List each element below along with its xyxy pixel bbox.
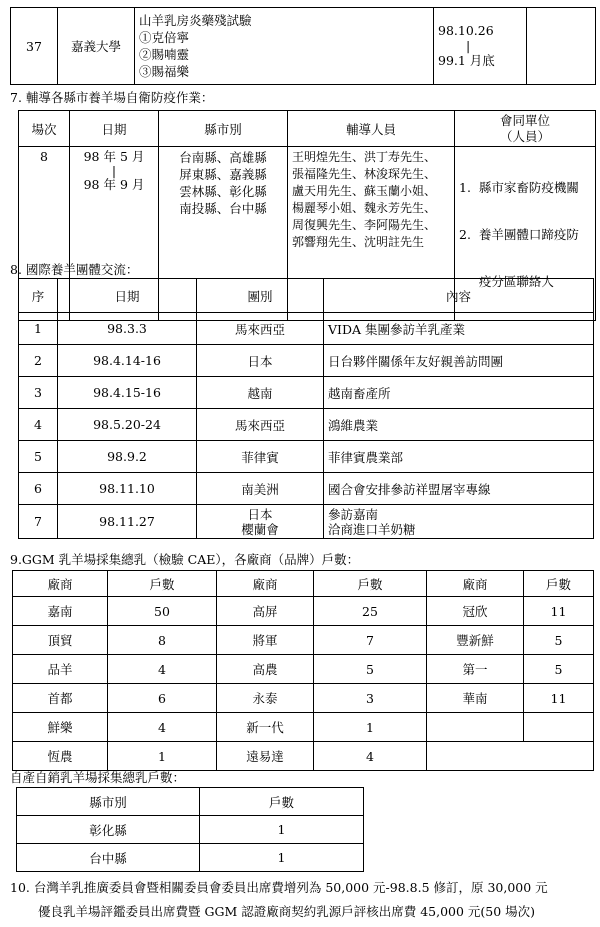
vendor-name: 永泰 bbox=[217, 684, 314, 713]
exchange-group: 南美洲 bbox=[197, 473, 324, 505]
vendor-name bbox=[427, 713, 524, 742]
exchange-no: 1 bbox=[19, 313, 58, 345]
header-unit-line2: （人員） bbox=[499, 128, 550, 144]
date-end: 98 年 9 月 bbox=[83, 177, 145, 192]
vendor-name: 首都 bbox=[13, 684, 108, 713]
exchange-date: 98.5.20-24 bbox=[58, 409, 197, 441]
exchange-no: 2 bbox=[19, 345, 58, 377]
staff-line: 郭響翔先生、沈明註先生 bbox=[292, 235, 425, 249]
header-count: 戶數 bbox=[108, 571, 217, 597]
table-row bbox=[13, 742, 594, 771]
trial-period bbox=[434, 8, 527, 85]
section-8-table bbox=[18, 278, 594, 539]
county-line: 屏東縣、嘉義縣 bbox=[179, 167, 267, 182]
content-line: ①克倍寧 bbox=[139, 30, 190, 45]
vendor-name: 高屏 bbox=[217, 597, 314, 626]
table-header-row bbox=[19, 111, 596, 147]
organization: 嘉義大學 bbox=[58, 8, 135, 85]
table-row bbox=[19, 377, 594, 409]
vendor-count: 11 bbox=[524, 684, 594, 713]
farm-count: 1 bbox=[200, 844, 364, 872]
vendor-name: 冠欣 bbox=[427, 597, 524, 626]
county-line: 南投縣、台中縣 bbox=[179, 201, 267, 216]
top-continuation-table bbox=[10, 7, 596, 85]
header-count: 戶數 bbox=[200, 788, 364, 816]
table-row bbox=[13, 597, 594, 626]
exchange-no: 5 bbox=[19, 441, 58, 473]
exchange-content: VIDA 集團參訪羊乳產業 bbox=[324, 313, 594, 345]
table-row bbox=[13, 713, 594, 742]
header-count: 戶數 bbox=[524, 571, 594, 597]
content-line: 參訪嘉南 bbox=[328, 506, 379, 522]
vendor-count: 6 bbox=[108, 684, 217, 713]
exchange-content: 日台夥伴關係年友好親善訪問團 bbox=[324, 345, 594, 377]
vendor-count bbox=[524, 713, 594, 742]
vendor-name: 新一代 bbox=[217, 713, 314, 742]
staff-line: 王明煌先生、洪丁寿先生、 bbox=[292, 150, 437, 164]
vendor-name: 遠易達 bbox=[217, 742, 314, 771]
vendor-name: 鮮樂 bbox=[13, 713, 108, 742]
group-line: 櫻蘭會 bbox=[241, 521, 279, 537]
self-production-title: 自產自銷乳羊場採集總乳戶數： bbox=[10, 770, 186, 785]
table-row bbox=[19, 441, 594, 473]
table-row bbox=[13, 684, 594, 713]
header-staff: 輔導人員 bbox=[288, 111, 455, 147]
county-name: 台中縣 bbox=[17, 844, 200, 872]
section-8-title: 8. 國際養羊團體交流： bbox=[10, 262, 139, 277]
table-header-row bbox=[13, 571, 594, 597]
vendor-count: 3 bbox=[314, 684, 427, 713]
exchange-no: 3 bbox=[19, 377, 58, 409]
exchange-group: 日本 bbox=[197, 345, 324, 377]
exchange-no: 6 bbox=[19, 473, 58, 505]
table-row bbox=[19, 473, 594, 505]
table-header-row bbox=[17, 788, 364, 816]
date-start: 98.10.26 bbox=[438, 23, 494, 38]
vendor-count: 8 bbox=[108, 626, 217, 655]
date-end: 99.1 月底 bbox=[438, 53, 495, 68]
header-vendor: 廠商 bbox=[217, 571, 314, 597]
staff-line: 周復興先生、李阿陽先生、 bbox=[292, 218, 437, 232]
vendor-name: 華南 bbox=[427, 684, 524, 713]
vendor-count: 50 bbox=[108, 597, 217, 626]
header-count: 戶數 bbox=[314, 571, 427, 597]
vendor-name: 高農 bbox=[217, 655, 314, 684]
header-vendor: 廠商 bbox=[427, 571, 524, 597]
section-7-title: 7. 輔導各縣市養羊場自衛防疫作業： bbox=[10, 90, 214, 105]
table-row bbox=[19, 505, 594, 539]
vendor-count: 1 bbox=[314, 713, 427, 742]
table-row bbox=[13, 626, 594, 655]
vendor-count: 5 bbox=[524, 655, 594, 684]
date-start: 98 年 5 月 bbox=[83, 149, 145, 164]
vendor-count bbox=[524, 742, 594, 771]
date-separator: | bbox=[466, 38, 471, 53]
vendor-name: 將軍 bbox=[217, 626, 314, 655]
exchange-group: 馬來西亞 bbox=[197, 409, 324, 441]
vendor-name bbox=[427, 742, 524, 771]
exchange-date: 98.4.14-16 bbox=[58, 345, 197, 377]
vendor-count: 11 bbox=[524, 597, 594, 626]
table-row bbox=[17, 816, 364, 844]
header-no: 序 bbox=[19, 279, 58, 313]
vendor-name: 第一 bbox=[427, 655, 524, 684]
exchange-no: 7 bbox=[19, 505, 58, 539]
content-line: ③賜福樂 bbox=[139, 64, 190, 79]
exchange-group bbox=[197, 505, 324, 539]
group-line: 日本 bbox=[247, 506, 273, 522]
exchange-date: 98.11.10 bbox=[58, 473, 197, 505]
vendor-name: 恆農 bbox=[13, 742, 108, 771]
unit-line: 疫分區聯絡人 bbox=[459, 274, 554, 289]
farm-count: 1 bbox=[200, 816, 364, 844]
exchange-group: 菲律賓 bbox=[197, 441, 324, 473]
table-row bbox=[17, 844, 364, 872]
county-name: 彰化縣 bbox=[17, 816, 200, 844]
exchange-content bbox=[324, 505, 594, 539]
vendor-count: 5 bbox=[524, 626, 594, 655]
vendor-count: 4 bbox=[314, 742, 427, 771]
vendor-count: 5 bbox=[314, 655, 427, 684]
staff-line: 楊麗琴小姐、魏永芳先生、 bbox=[292, 201, 437, 215]
content-line: 山羊乳房炎藥殘試驗 bbox=[139, 13, 252, 28]
exchange-group: 越南 bbox=[197, 377, 324, 409]
vendor-count: 7 bbox=[314, 626, 427, 655]
vendor-count: 25 bbox=[314, 597, 427, 626]
header-group: 團別 bbox=[197, 279, 324, 313]
staff-line: 盧天用先生、蘇玉蘭小姐、 bbox=[292, 184, 437, 198]
header-content: 內容 bbox=[324, 279, 594, 313]
self-production-table bbox=[16, 787, 364, 872]
exchange-content: 鴻維農業 bbox=[324, 409, 594, 441]
exchange-content: 越南畜產所 bbox=[324, 377, 594, 409]
header-vendor: 廠商 bbox=[13, 571, 108, 597]
vendor-count: 1 bbox=[108, 742, 217, 771]
session-number: 8 bbox=[19, 147, 70, 321]
header-date: 日期 bbox=[70, 111, 159, 147]
table-row bbox=[13, 655, 594, 684]
unit-line: 2. 養羊團體口蹄疫防 bbox=[459, 227, 579, 242]
content-line: 洽商進口羊奶糖 bbox=[328, 521, 416, 537]
table-header-row bbox=[19, 279, 594, 313]
header-unit bbox=[455, 111, 596, 147]
header-date: 日期 bbox=[58, 279, 197, 313]
exchange-content: 菲律賓農業部 bbox=[324, 441, 594, 473]
row-number: 37 bbox=[11, 8, 58, 85]
table-row bbox=[19, 313, 594, 345]
table-row bbox=[11, 8, 596, 85]
county-line: 台南縣、高雄縣 bbox=[179, 150, 267, 165]
vendor-name: 品羊 bbox=[13, 655, 108, 684]
empty-cell bbox=[527, 8, 596, 85]
date-separator: | bbox=[111, 163, 117, 178]
header-county: 縣市別 bbox=[17, 788, 200, 816]
section-10-line-2: 優良乳羊場評鑑委員出席費暨 GGM 認證廠商契約乳源戶評核出席費 45,000 元(50 場次) bbox=[38, 904, 536, 919]
vendor-name: 豐新鮮 bbox=[427, 626, 524, 655]
header-county: 縣市別 bbox=[159, 111, 288, 147]
exchange-date: 98.4.15-16 bbox=[58, 377, 197, 409]
section-9-title: 9.GGM 乳羊場採集總乳（檢驗 CAE），各廠商（品牌）戶數： bbox=[10, 552, 360, 567]
exchange-date: 98.11.27 bbox=[58, 505, 197, 539]
exchange-group: 馬來西亞 bbox=[197, 313, 324, 345]
exchange-content: 國合會安排參訪祥盟屠宰專線 bbox=[324, 473, 594, 505]
header-session: 場次 bbox=[19, 111, 70, 147]
exchange-no: 4 bbox=[19, 409, 58, 441]
county-line: 雲林縣、彰化縣 bbox=[179, 184, 267, 199]
header-unit-line1: 會同單位 bbox=[499, 112, 550, 128]
content-line: ②賜喃靈 bbox=[139, 47, 190, 62]
section-9-table bbox=[12, 570, 594, 771]
section-10-line-1: 10. 台灣羊乳推廣委員會暨相關委員會委員出席費增列為 50,000 元-98.8.5 修訂，原 30,000 元 bbox=[10, 880, 548, 895]
vendor-count: 4 bbox=[108, 655, 217, 684]
vendor-name: 嘉南 bbox=[13, 597, 108, 626]
vendor-count: 4 bbox=[108, 713, 217, 742]
table-row bbox=[19, 409, 594, 441]
table-row bbox=[19, 345, 594, 377]
trial-content bbox=[135, 8, 434, 85]
staff-line: 張福隆先生、林浚琛先生、 bbox=[292, 167, 437, 181]
exchange-date: 98.9.2 bbox=[58, 441, 197, 473]
exchange-date: 98.3.3 bbox=[58, 313, 197, 345]
unit-line: 1. 縣市家畜防疫機關 bbox=[459, 180, 579, 195]
vendor-name: 頂貿 bbox=[13, 626, 108, 655]
